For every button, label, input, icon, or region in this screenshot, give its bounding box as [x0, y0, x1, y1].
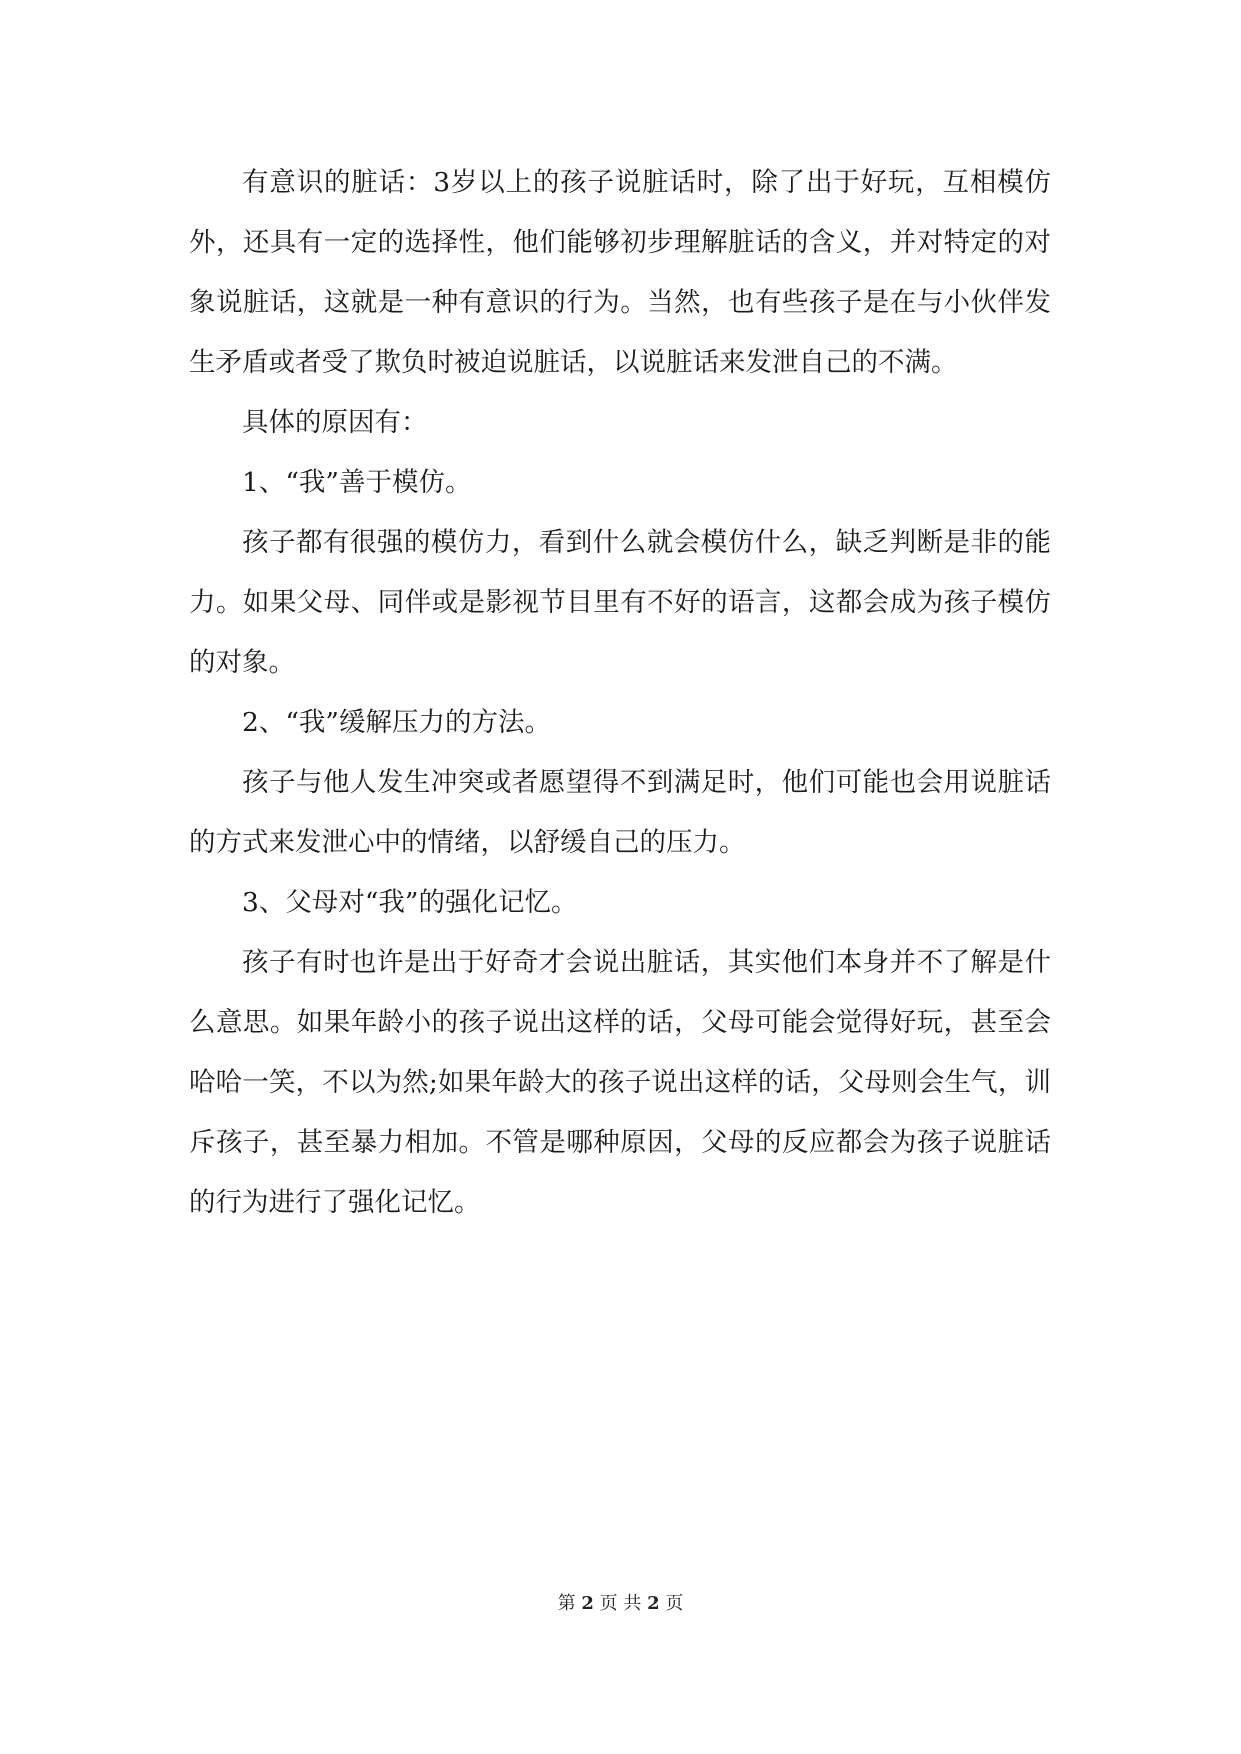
heading-reason-3: 3、父母对“我”的强化记忆。	[242, 887, 578, 918]
footer-prefix: 第	[557, 1593, 576, 1614]
heading-reason-1: 1、“我”善于模仿。	[242, 467, 472, 498]
paragraph-reason-3: 孩子有时也许是出于好奇才会说出脏话，其实他们本身并不了解是什么意思。如果年龄小的孩子说出这样的话，父母可能会觉得好玩，甚至会哈哈一笑，不以为然;如果年龄大的孩子说出这样的话，父母则会生气，训斥孩子，甚至暴力相加。不管是哪种原因，父母的反应都会为孩子说脏话的行为进行了强化记忆。	[189, 947, 1051, 1218]
footer-middle: 页 共	[599, 1593, 642, 1614]
page-footer	[0, 1592, 1241, 1616]
paragraph-reason-1: 孩子都有很强的模仿力，看到什么就会模仿什么，缺乏判断是非的能力。如果父母、同伴或是影视节目里有不好的语言，这都会成为孩子模仿的对象。	[189, 527, 1051, 678]
footer-suffix: 页	[665, 1593, 684, 1614]
paragraph-conscious-swearing: 有意识的脏话：3岁以上的孩子说脏话时，除了出于好玩，互相模仿外，还具有一定的选择性，他们能够初步理解脏话的含义，并对特定的对象说脏话，这就是一种有意识的行为。当然，也有些孩子是在与小伙伴发生矛盾或者受了欺负时被迫说脏话，以说脏话来发泄自己的不满。	[189, 167, 1051, 378]
paragraph-reason-2: 孩子与他人发生冲突或者愿望得不到满足时，他们可能也会用说脏话的方式来发泄心中的情绪，以舒缓自己的压力。	[189, 767, 1051, 858]
footer-current-page: 2	[581, 1593, 594, 1614]
footer-total-pages: 2	[647, 1593, 660, 1614]
paragraph-reasons-intro: 具体的原因有：	[242, 407, 428, 438]
document-body	[189, 153, 1051, 1233]
heading-reason-2: 2、“我”缓解压力的方法。	[242, 707, 551, 738]
